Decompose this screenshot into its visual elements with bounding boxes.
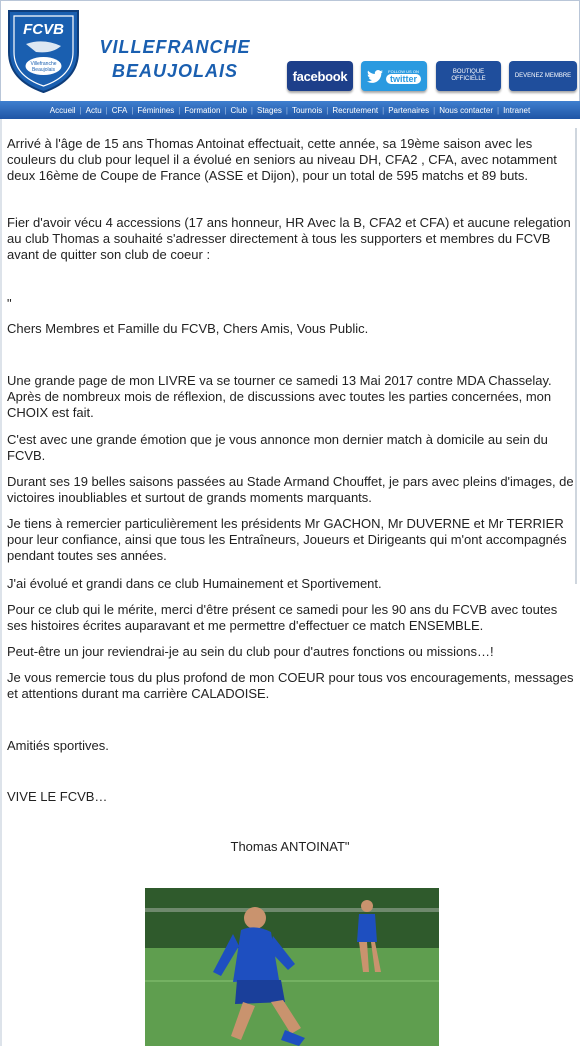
article-paragraph: Une grande page de mon LIVRE va se tourner ce samedi 13 Mai 2017 contre MDA Chasselay. Après de nombreux mois de réflexion, de discussions avec toutes les parties concernées, mon CHOIX est fait. <box>7 373 552 420</box>
article-paragraph: Je tiens à remercier particulièrement les présidents Mr GACHON, Mr DUVERNE et Mr TERRIER pour leur confiance, ainsi que tous les Entraîneurs, Joueurs et Dirigeants qui m'ont accompagnés pendant toutes ses années. <box>7 516 567 563</box>
player-photo <box>145 888 439 1046</box>
site-header <box>0 0 580 101</box>
article-paragraph: Amitiés sportives. <box>7 738 109 753</box>
nav-separator: | <box>105 105 108 115</box>
nav-separator: | <box>382 105 385 115</box>
nav-separator: | <box>131 105 134 115</box>
nav-separator: | <box>326 105 329 115</box>
member-label: DEVENEZ MEMBRE <box>514 73 572 79</box>
nav-separator: | <box>497 105 500 115</box>
logo-text: FCVB <box>23 21 64 38</box>
article-paragraph: Chers Membres et Famille du FCVB, Chers Amis, Vous Public. <box>7 321 369 336</box>
quote-mark: " <box>7 296 12 311</box>
article-paragraph: J'ai évolué et grandi dans ce club Humainement et Sportivement. <box>7 576 382 591</box>
shop-button[interactable] <box>436 61 501 91</box>
shop-label-line1: BOUTIQUE <box>452 69 485 75</box>
article-paragraph: Peut-être un jour reviendrai-je au sein du club pour d'autres fonctions ou missions…! <box>7 644 494 659</box>
club-name-line1: VILLEFRANCHE <box>99 37 251 57</box>
nav-item-tournois[interactable]: Tournois <box>291 105 323 115</box>
article-paragraph: Je vous remercie tous du plus profond de mon COEUR pour tous vos encouragements, messages et attentions durant ma carrière CALADOISE. <box>7 670 574 701</box>
svg-text:Villefranche: Villefranche <box>30 61 57 67</box>
nav-separator: | <box>224 105 227 115</box>
article-paragraph: Pour ce club qui le mérite, merci d'être présent ce samedi pour les 90 ans du FCVB avec toutes ses histoires écrites auparavant et me permettre d'effectuer ce match ENSEMBLE. <box>7 602 558 633</box>
nav-item-stages[interactable]: Stages <box>257 105 282 115</box>
nav-item-feminines[interactable]: Féminines <box>137 105 175 115</box>
nav-item-partenaires[interactable]: Partenaires <box>388 105 430 115</box>
player-photo-illustration <box>145 888 439 1046</box>
club-name[interactable] <box>95 35 255 83</box>
nav-separator: | <box>285 105 288 115</box>
shop-label-line2: OFFICIELLE <box>451 76 486 82</box>
nav-item-formation[interactable]: Formation <box>184 105 221 115</box>
article-paragraph: VIVE LE FCVB… <box>7 789 108 804</box>
signature: Thomas ANTOINAT" <box>230 839 350 854</box>
nav-item-club[interactable]: Club <box>230 105 247 115</box>
article-paragraph: Durant ses 19 belles saisons passées au Stade Armand Chouffet, je pars avec pleins d'images, de victoires inoubliables et surtout de grands moments marquants. <box>7 474 574 505</box>
main-nav <box>0 101 580 119</box>
nav-item-actu[interactable]: Actu <box>85 105 102 115</box>
club-name-line2: BEAUJOLAIS <box>111 61 238 81</box>
nav-item-recrutement[interactable]: Recrutement <box>332 105 379 115</box>
fcvb-crest-logo[interactable] <box>6 8 81 94</box>
nav-separator: | <box>178 105 181 115</box>
nav-item-intranet[interactable]: Intranet <box>503 105 531 115</box>
twitter-bird-icon <box>367 70 383 83</box>
article-paragraph: C'est avec une grande émotion que je vous annonce mon dernier match à domicile au sein du FCVB. <box>7 432 548 463</box>
article-paragraph: Fier d'avoir vécu 4 accessions (17 ans honneur, HR Avec la B, CFA2 et CFA) et aucune relegation au club Thomas a souhaité s'adresser directement à tous les supporters et membres du FCVB avant de quitter son club de coeur : <box>7 215 571 262</box>
article-paragraph: Arrivé à l'âge de 15 ans Thomas Antoinat effectuait, cette année, sa 19ème saison avec les couleurs du club pour lequel il a évolué en seniors au niveau DH, CFA2 , CFA, avec notamment deux 16ème de Coupe de France (ASSE et Dijon), pour un total de 595 matchs et 89 buts. <box>7 136 557 183</box>
nav-separator: | <box>250 105 253 115</box>
facebook-button[interactable] <box>287 61 353 91</box>
nav-item-contact[interactable]: Nous contacter <box>439 105 493 115</box>
svg-text:Beaujolais: Beaujolais <box>31 67 56 73</box>
twitter-label: twitter <box>386 74 421 84</box>
twitter-button[interactable] <box>361 61 427 91</box>
twitter-follow-text: FOLLOW US ON <box>388 68 419 74</box>
facebook-label: facebook <box>292 68 348 84</box>
nav-separator: | <box>433 105 436 115</box>
nav-item-accueil[interactable]: Accueil <box>49 105 76 115</box>
become-member-button[interactable] <box>509 61 577 91</box>
nav-item-cfa[interactable]: CFA <box>111 105 128 115</box>
nav-separator: | <box>79 105 82 115</box>
